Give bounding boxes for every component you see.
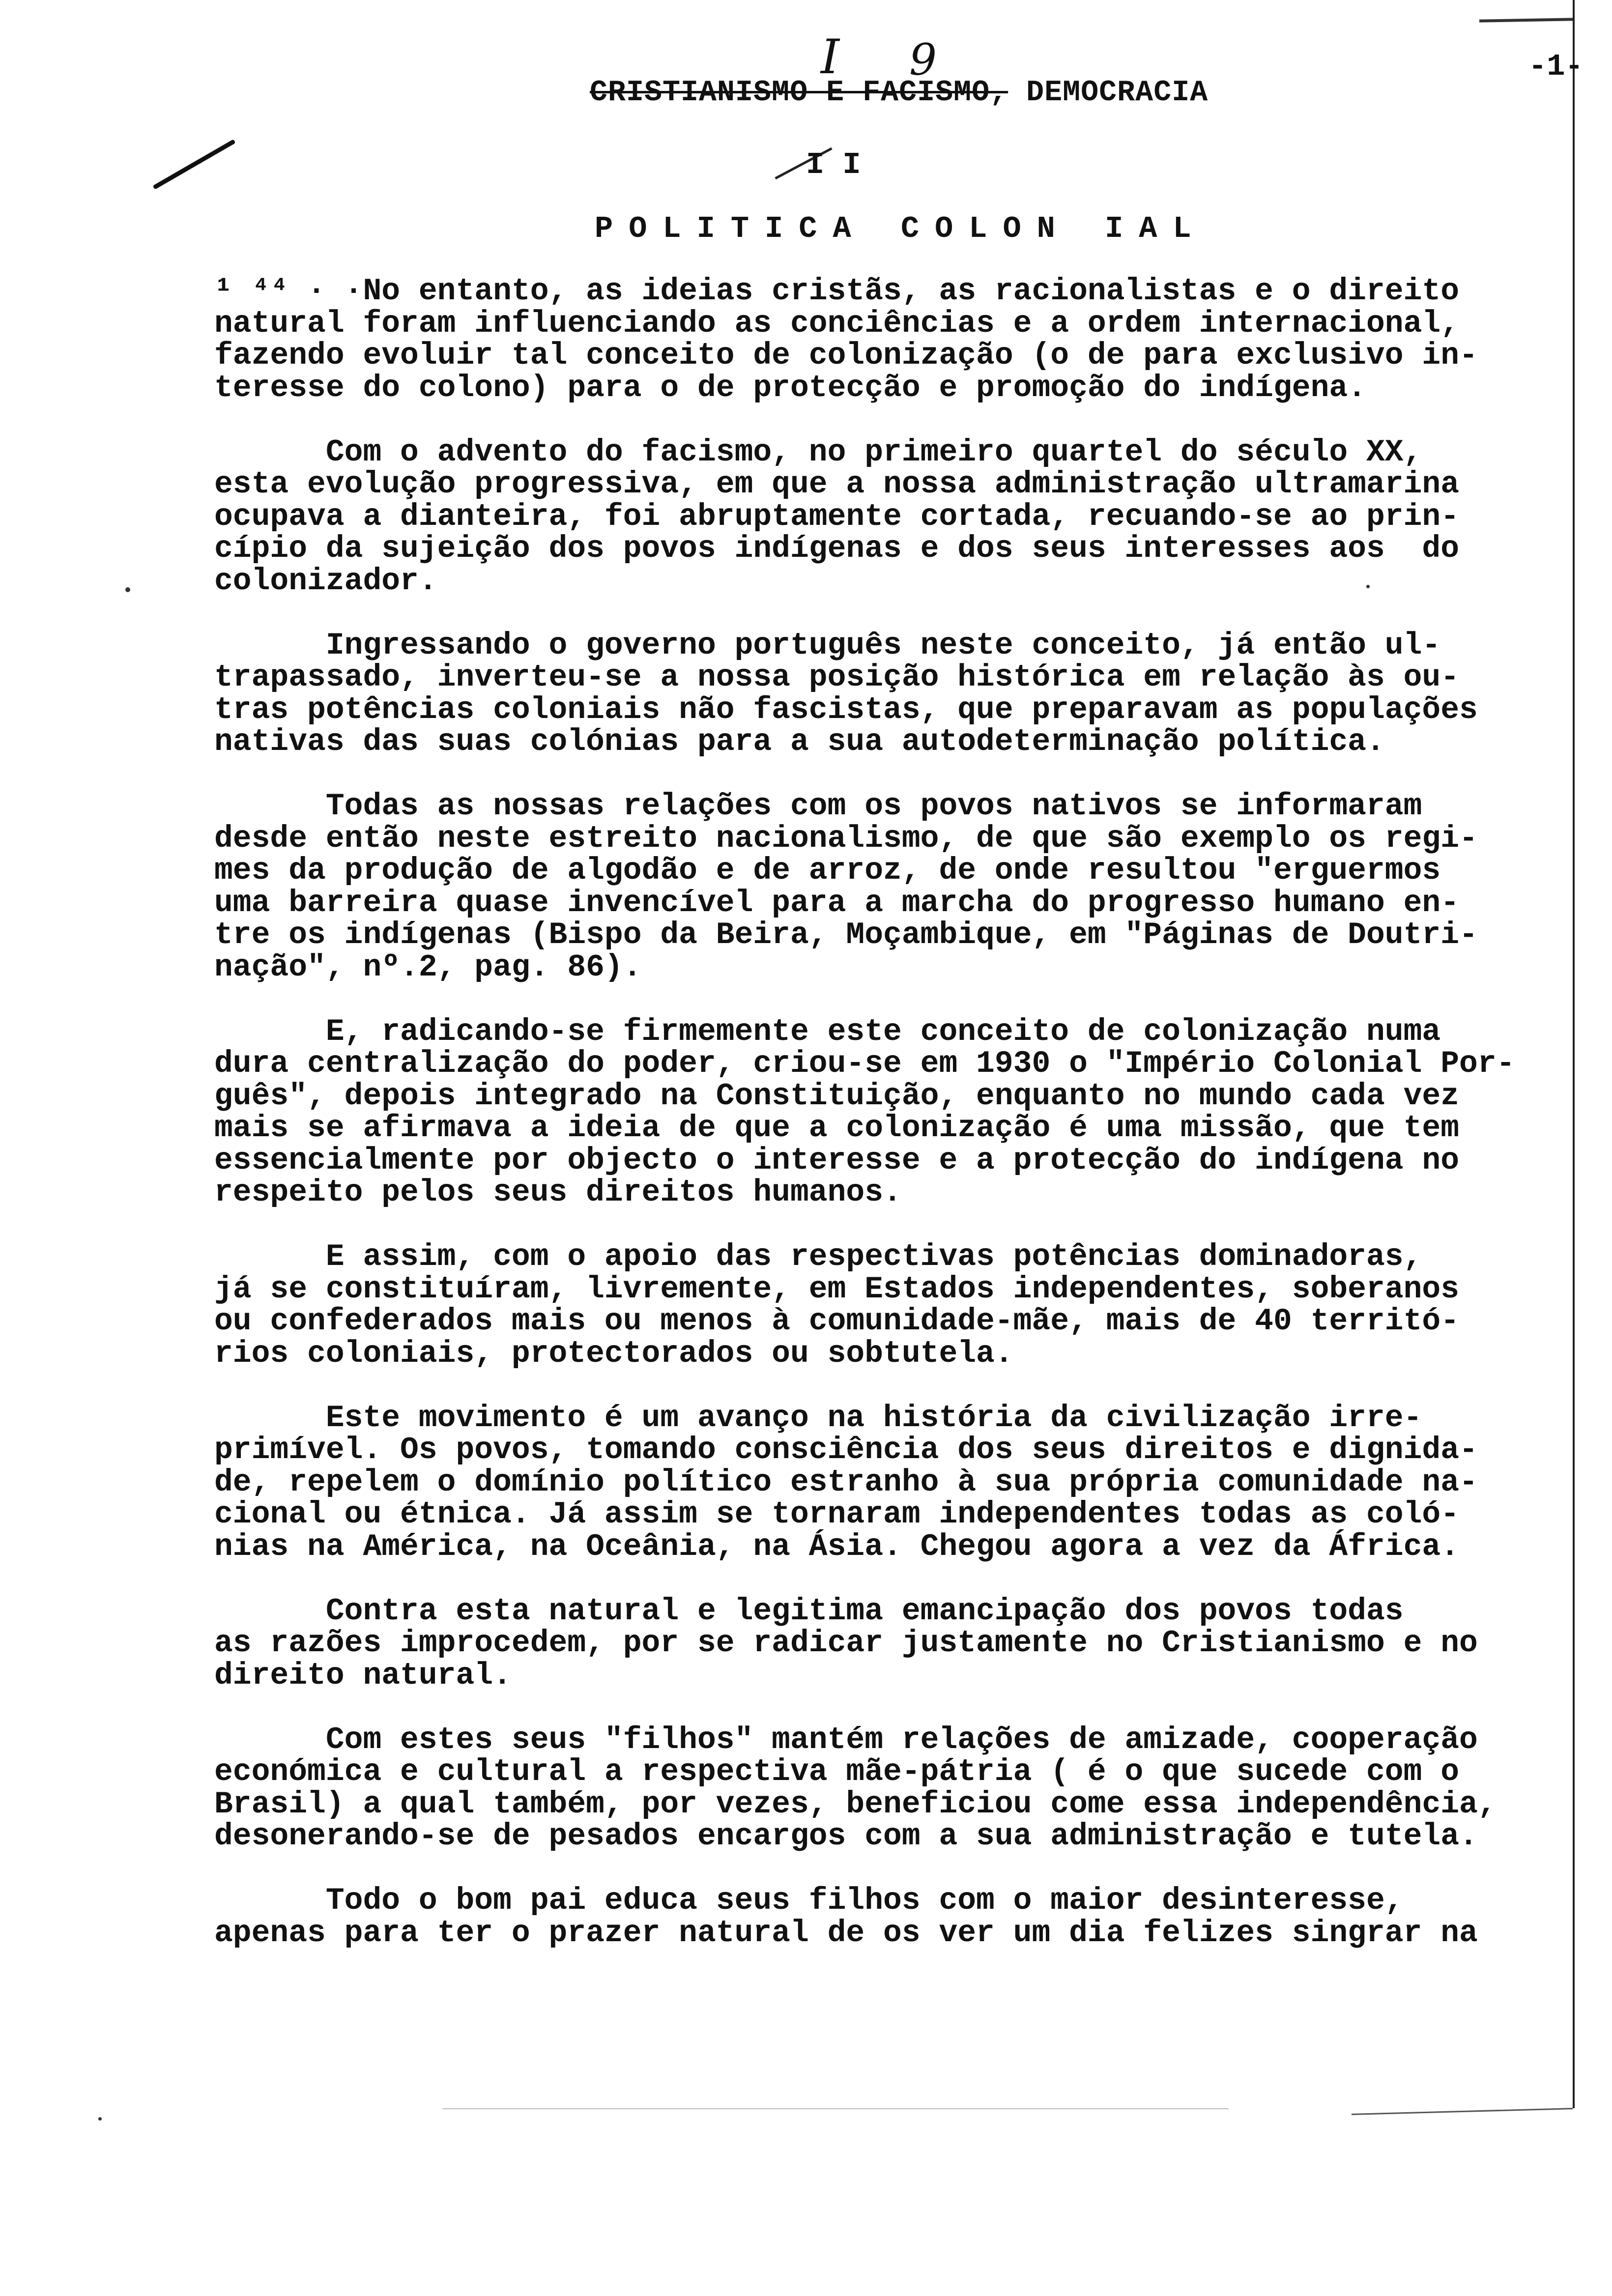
text-line: Brasil) a qual também, por vezes, beneficiou come essa independência, [214,1786,1497,1822]
text-line: direito natural. [214,1658,512,1693]
text-line: já se constituíram, livremente, em Estados independentes, soberanos [214,1271,1460,1307]
document-header [590,76,1208,110]
text-line: dura centralização do poder, criou-se em 1930 o "Império Colonial Por- [214,1046,1515,1081]
text-line: uma barreira quase invencível para a marcha do progresso humano en- [214,885,1460,920]
paragraph [214,1241,1571,1370]
text-line: Com o advento do facismo, no primeiro quartel do século XX, [214,434,1422,470]
text-line: mais se afirmava a ideia de que a colonização é uma missão, que tem [214,1111,1460,1146]
paragraph [214,1595,1571,1692]
text-line: ¹ ⁴⁴ · ·No entanto, as ideias cristãs, as racionalistas e o direito [214,274,1460,309]
text-line: Este movimento é um avanço na história da civilização irre- [214,1400,1422,1435]
text-line: teresse do colono) para o de protecção e promoção do indígena. [214,370,1366,405]
pen-stroke-mark [152,139,235,190]
top-edge-mark [1479,18,1573,22]
text-line: de, repelem o domínio político estranho à sua própria comunidade na- [214,1464,1478,1500]
text-line: apenas para ter o prazer natural de os ver um dia felizes singrar na [214,1915,1478,1951]
section-title: POLITICA COLON IAL [595,211,1207,246]
paragraph [214,790,1571,983]
text-line: cional ou étnica. Já assim se tornaram independentes todas as coló- [214,1497,1460,1532]
handwritten-i-mark: I [821,29,839,85]
text-line: Contra esta natural e legitima emancipação dos povos todas [214,1593,1404,1629]
text-line: tre os indígenas (Bispo da Beira, Moçambique, em "Páginas de Doutri- [214,918,1478,952]
margin-dot [1366,585,1370,588]
paragraph [214,275,1571,404]
text-line: essencialmente por objecto o interesse e a protecção do indígena no [214,1143,1460,1178]
header-struck-text: CRISTIANISMO E FACISMO, [590,76,1008,110]
text-line: natural foram influenciando as conciências e a ordem internacional, [214,306,1460,341]
text-line: Todo o bom pai educa seus filhos com o maior desinteresse, [214,1883,1404,1918]
text-line: trapassado, inverteu-se a nossa posição histórica em relação às ou- [214,660,1460,695]
text-line: guês", depois integrado na Constituição, enquanto no mundo cada vez [214,1078,1460,1114]
text-line: as razões improcedem, por se radicar justamente no Cristianismo e no [214,1626,1478,1661]
text-line: rios coloniais, protectorados ou sobtutela. [214,1336,1013,1371]
text-line: nação", nº.2, pag. 86). [214,949,642,985]
right-margin-rule [1573,0,1575,2108]
chapter-numeral: I I [806,147,861,182]
footer-rule [442,2108,1229,2109]
text-line: Todas as nossas relações com os povos nativos se informaram [214,789,1422,824]
text-line: económica e cultural a respectiva mãe-pátria ( é o que sucede com o [214,1754,1460,1789]
text-line: respeito pelos seus direitos humanos. [214,1175,902,1210]
paragraph [214,436,1571,598]
margin-dot [125,587,130,592]
paragraph [214,1016,1571,1209]
text-line: cípio da sujeição dos povos indígenas e dos seus interesses aos do [214,531,1460,566]
text-line: E assim, com o apoio das respectivas potências dominadoras, [214,1239,1422,1274]
text-line: Com estes seus "filhos" mantém relações de amizade, cooperação [214,1722,1478,1757]
page-number: -1- [1528,49,1583,84]
paragraph [214,630,1571,758]
text-line: esta evolução progressiva, em que a nossa administração ultramarina [214,467,1460,502]
margin-dot [98,2117,102,2121]
text-line: fazendo evoluir tal conceito de colonização (o de para exclusivo in- [214,338,1478,373]
text-line: ou confederados mais ou menos à comunidade-mãe, mais de 40 territó- [214,1304,1460,1339]
text-line: nias na América, na Oceânia, na Ásia. Chegou agora a vez da África. [214,1529,1460,1564]
paragraph [214,1885,1571,1949]
handwritten-9-mark: 9 [909,34,937,85]
text-line: desonerando-se de pesados encargos com a sua administração e tutela. [214,1819,1478,1854]
body-text [214,275,1571,1981]
paragraph [214,1724,1571,1853]
paragraph [214,1402,1571,1563]
text-line: mes da produção de algodão e de arroz, de onde resultou "erguermos [214,853,1441,888]
text-line: primível. Os povos, tomando consciência dos seus direitos e dignida- [214,1433,1478,1467]
text-line: Ingressando o governo português neste conceito, já então ul- [214,628,1441,663]
text-line: tras potências coloniais não fascistas, que preparavam as populações [214,692,1478,727]
text-line: colonizador. [214,563,437,599]
text-line: ocupava a dianteira, foi abruptamente cortada, recuando-se ao prin- [214,499,1460,534]
text-line: E, radicando-se firmemente este conceito de colonização numa [214,1014,1441,1049]
text-line: nativas das suas colónias para a sua autodeterminação política. [214,724,1385,759]
text-line: desde então neste estreito nacionalismo, de que são exemplo os regi- [214,821,1478,856]
header-rest-text: DEMOCRACIA [1008,76,1209,110]
footer-rule [1352,2108,1573,2115]
